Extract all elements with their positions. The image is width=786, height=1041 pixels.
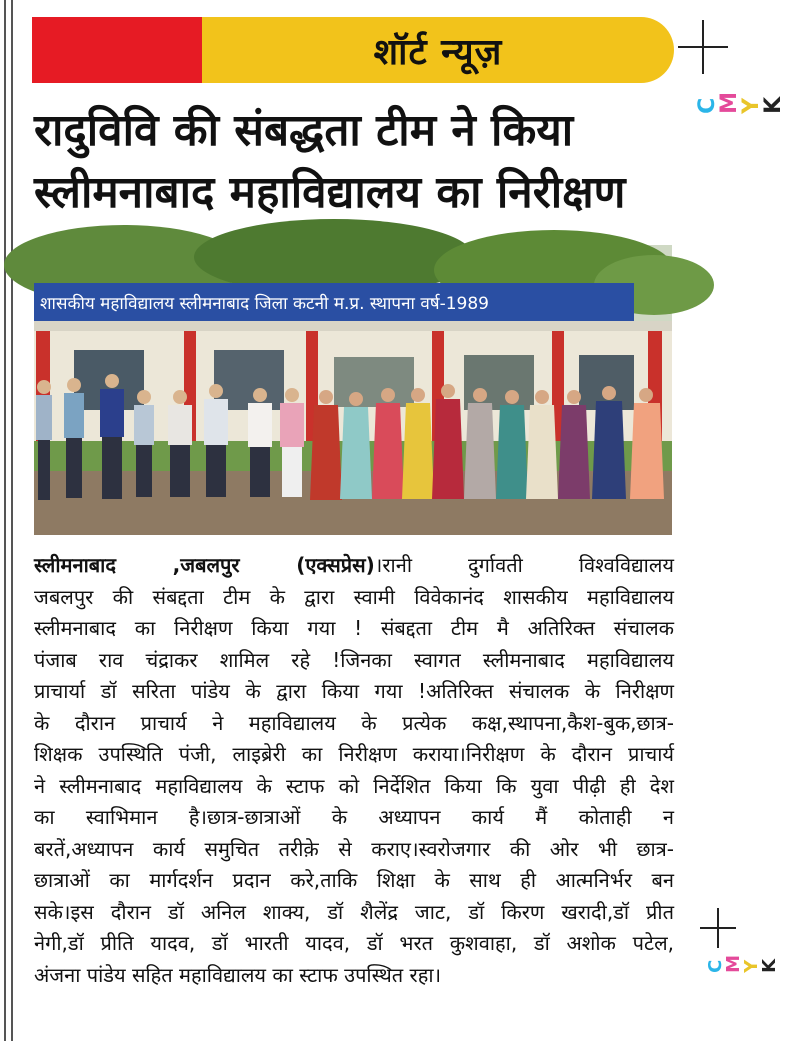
article-line <box>34 550 674 582</box>
article-line: प्राचार्या डॉ सरिता पांडेय के द्वारा किया गया !अतिरिक्त संचालक के निरीक्षण <box>34 679 674 703</box>
headline-line-1: रादुविवि की संबद्धता टीम ने किया <box>34 105 574 156</box>
cmyk-m: M <box>717 92 742 114</box>
article-line: अंजना पांडेय सहित महाविद्यालय का स्टाफ उपस्थित रहा। <box>34 962 442 987</box>
headline-line-2: स्लीमनाबाद महाविद्यालय का निरीक्षण <box>34 167 626 218</box>
article-line: स्लीमनाबाद का निरीक्षण किया गया ! संबद्दता टीम मै अतिरिक्त संचालक <box>34 616 674 640</box>
page-margin-line <box>11 0 13 1041</box>
article-line: सके।इस दौरान डॉ अनिल शाक्य, डॉ शैलेंद्र जाट, डॉ किरण खरादी,डॉ प्रीत <box>34 899 674 924</box>
cmyk-color-bar <box>697 92 785 114</box>
article-line: छात्राओं का मार्गदर्शन प्रदान करे,ताकि शिक्षा के साथ ही आत्मनिर्भर बन <box>34 868 674 892</box>
article-dateline: स्लीमनाबाद ,जबलपुर (एक्सप्रेस) <box>34 553 375 577</box>
article-photo <box>34 245 672 535</box>
cmyk-k: K <box>761 96 786 114</box>
article-line: बरतें,अध्यापन कार्य समुचित तरीक़े से कराए।स्वरोजगार की ओर भी छात्र- <box>34 836 674 861</box>
cmyk-c: C <box>705 959 726 973</box>
registration-crop-mark <box>678 20 728 74</box>
article-line-text: ।रानी दुर्गावती विश्वविद्यालय <box>374 553 675 577</box>
page-margin-line <box>4 0 6 1041</box>
cmyk-y: Y <box>741 959 762 973</box>
cmyk-y: Y <box>739 97 764 114</box>
article-line: का स्वाभिमान है।छात्र-छात्राओं के अध्यापन कार्य मैं कोताही न <box>34 805 674 829</box>
article-line: ने स्लीमनाबाद महाविद्यालय के स्टाफ को निर्देशित किया कि युवा पीढ़ी ही देश <box>34 773 674 798</box>
article-line: नेगी,डॉ प्रीति यादव, डॉ भारती यादव, डॉ भरत कुशवाहा, डॉ अशोक पटेल, <box>34 931 674 955</box>
group-photo-illustration <box>34 245 672 535</box>
cmyk-c: C <box>695 97 720 114</box>
registration-crop-mark <box>700 908 736 948</box>
article-body <box>34 550 674 991</box>
section-header-band <box>32 17 674 83</box>
section-label: शॉर्ट न्यूज़ <box>373 31 503 73</box>
cmyk-k: K <box>759 958 780 973</box>
article-line: जबलपुर की संबद्दता टीम के द्वारा स्वामी विवेकानंद शासकीय महाविद्यालय <box>34 584 674 609</box>
article-line: पंजाब राव चंद्राकर शामिल रहे !जिनका स्वागत स्लीमनाबाद महाविद्यालय <box>34 647 674 672</box>
article-line: शिक्षक उपस्थिति पंजी, लाइब्रेरी का निरीक्षण कराया।निरीक्षण के दौरान प्राचार्य <box>34 742 674 766</box>
article-headline <box>34 100 674 224</box>
cmyk-m: M <box>723 955 744 973</box>
article-line: के दौरान प्राचार्य ने महाविद्यालय के प्रत्येक कक्ष,स्थापना,कैश-बुक,छात्र- <box>34 710 674 735</box>
cmyk-color-bar <box>707 955 779 973</box>
section-header-yellow-block <box>202 17 674 83</box>
section-header-red-block <box>32 17 202 83</box>
building-sign-text: शासकीय महाविद्यालय स्लीमनाबाद जिला कटनी म.प्र. स्थापना वर्ष-1989 <box>40 294 489 314</box>
